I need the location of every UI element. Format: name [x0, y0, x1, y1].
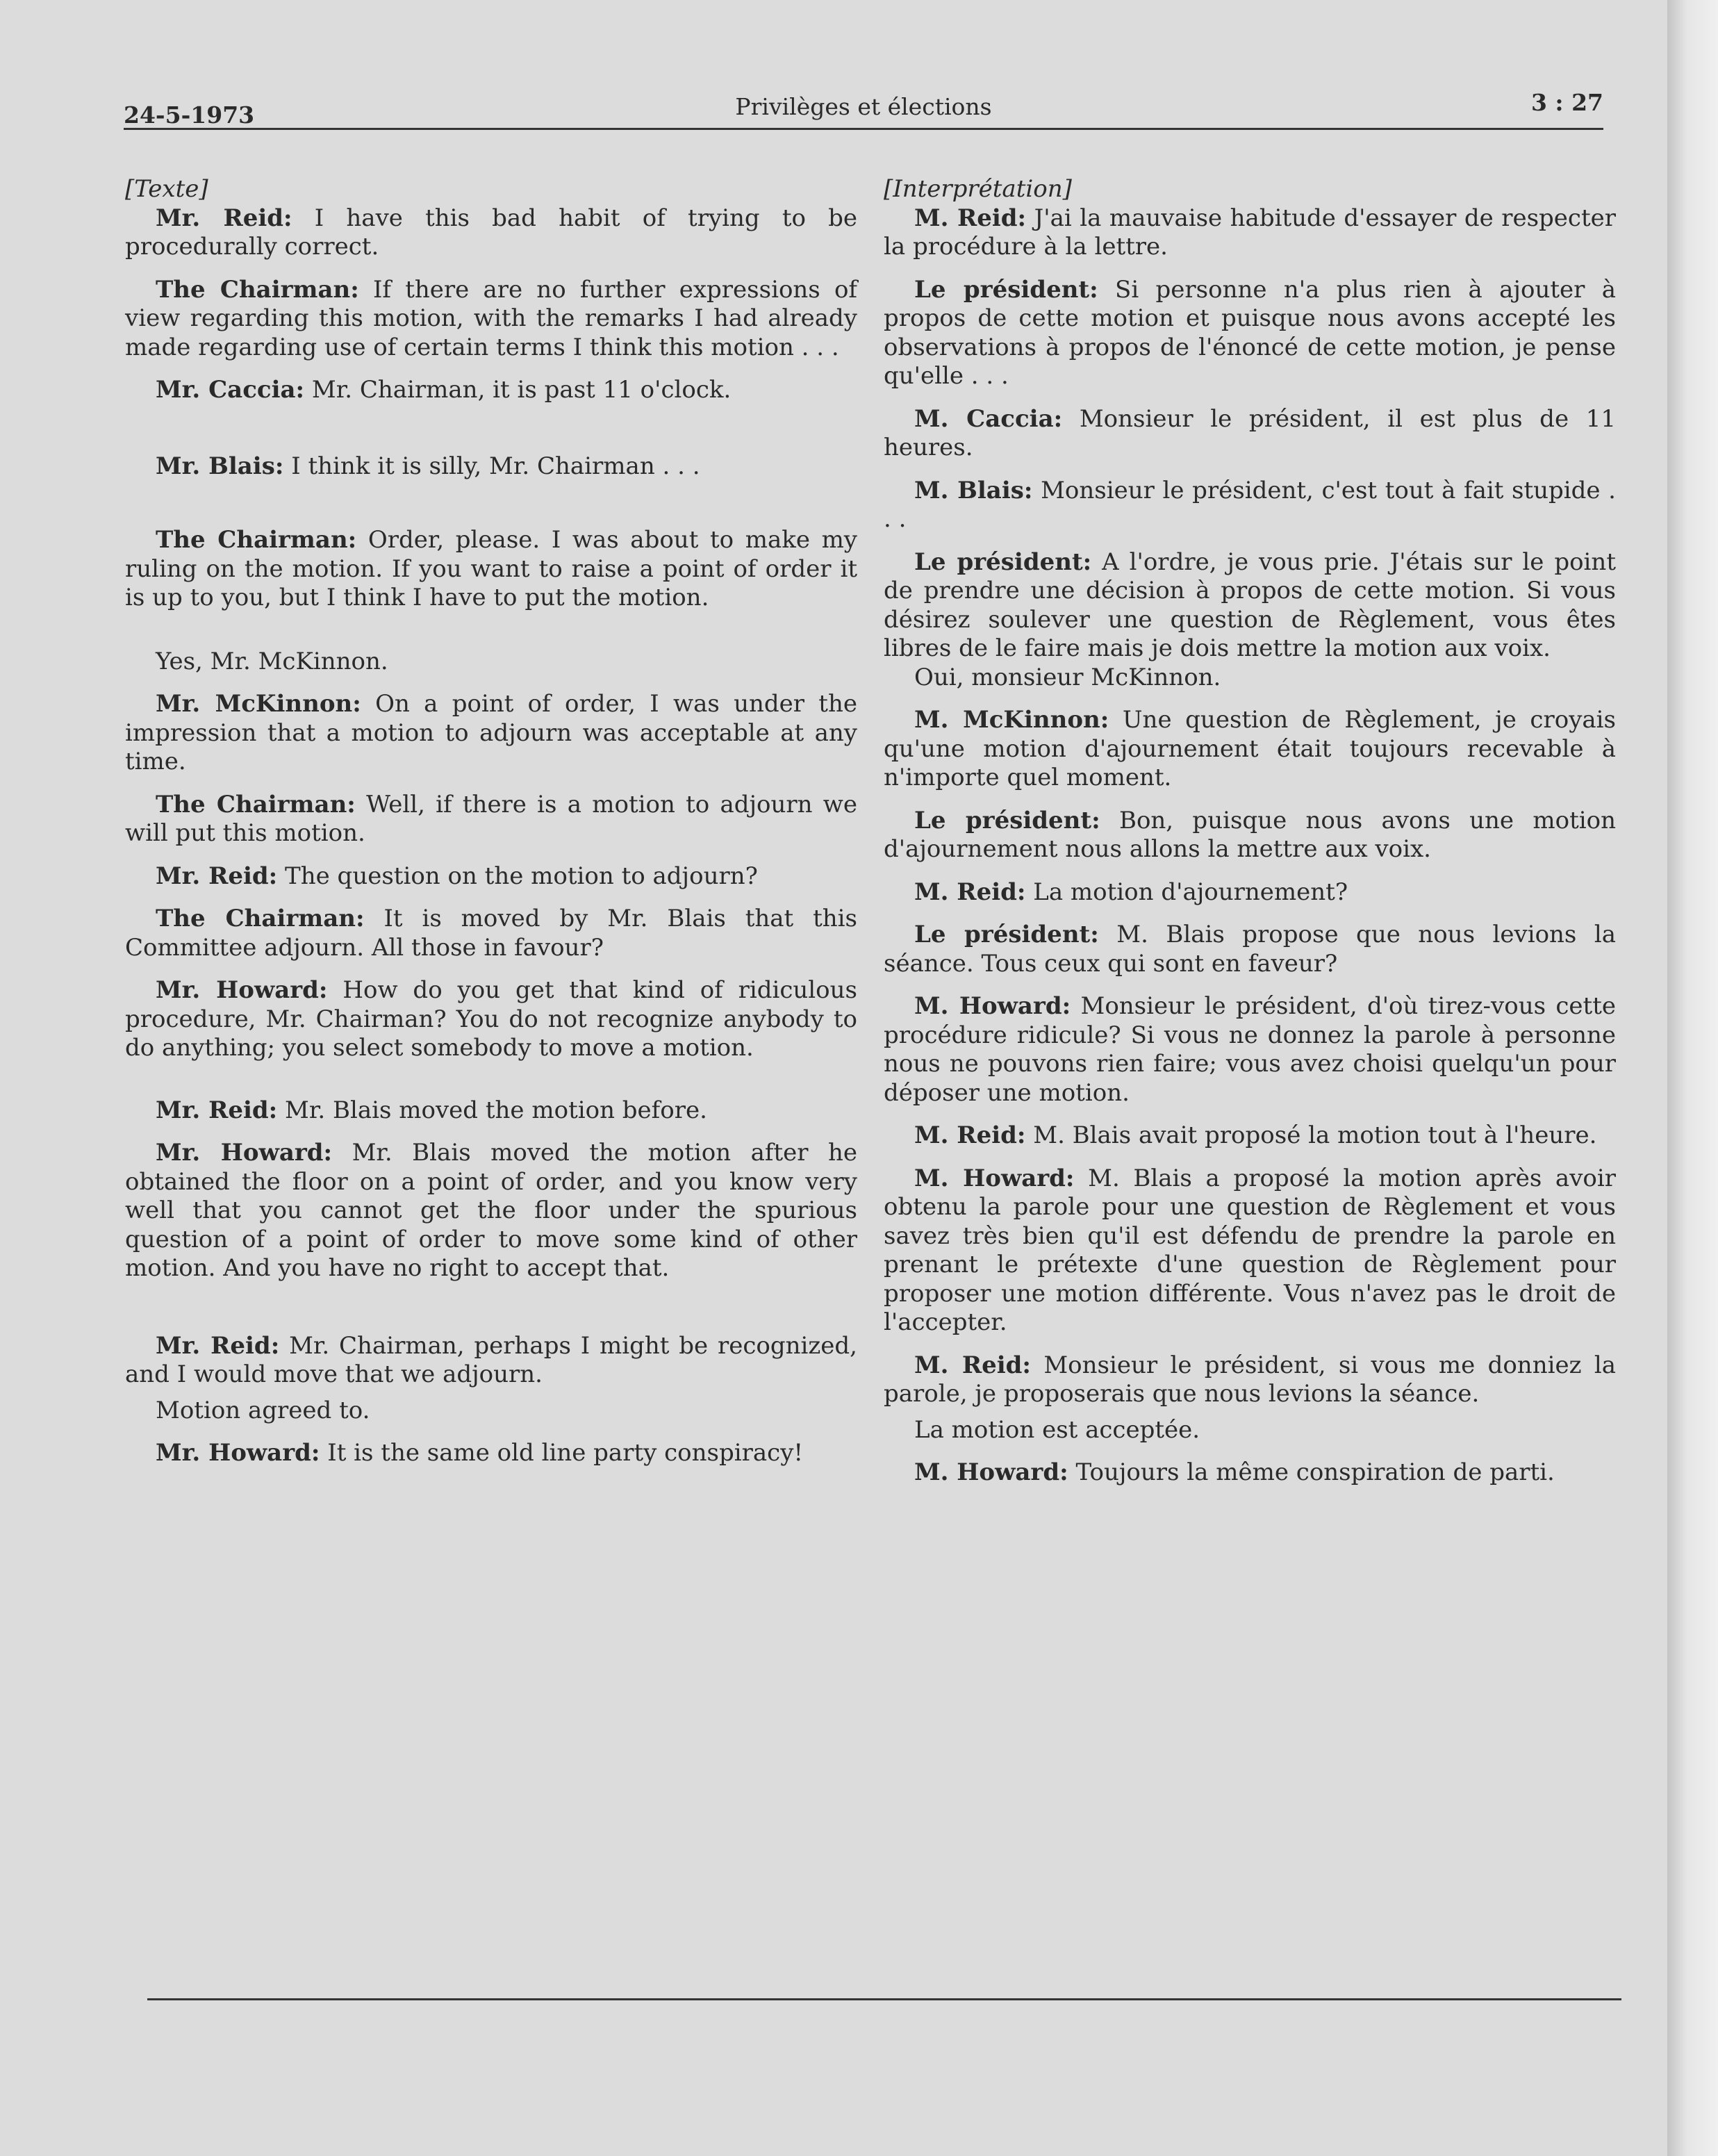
speech-text: It is the same old line party conspiracy!: [327, 1439, 804, 1467]
speech-text: Monsieur le président, il est plus de 11 heures.: [884, 404, 1616, 461]
speaker-name: M. McKinnon:: [914, 706, 1109, 734]
speaker-name: The Chairman:: [156, 905, 365, 932]
speaker-name: Mr. Reid:: [156, 204, 292, 232]
speaker-name: M. Caccia:: [914, 404, 1063, 433]
speech-text: Si personne n'a plus rien à ajouter à propos de cette motion et puisque nous avons accepté les observations à propos de l'énoncé de cette motion, je pense qu'elle . . .: [884, 275, 1616, 390]
entry: [884, 921, 1616, 978]
speech-text: Mr. Chairman, it is past 11 o'clock.: [311, 376, 732, 404]
language-marker: [Interprétation]: [884, 175, 1072, 203]
speaker-name: Mr. Caccia:: [156, 376, 305, 404]
speaker-name: M. Howard:: [914, 1458, 1068, 1486]
speaker-name: The Chairman:: [156, 526, 357, 554]
speaker-name: M. Reid:: [914, 1351, 1031, 1379]
entry: [125, 1332, 857, 1390]
entry: [125, 862, 857, 891]
speaker-name: Mr. Reid:: [156, 862, 278, 890]
entry: [125, 376, 857, 405]
speech-text: Monsieur le président, si vous me donniez la parole, je proposerais que nous levions la séance.: [884, 1351, 1616, 1408]
speaker-name: Mr. Reid:: [156, 1096, 278, 1124]
entry: [125, 1397, 857, 1426]
page-number: 3 : 27: [1530, 89, 1603, 116]
speech-text: Une question de Règlement, je croyais qu'une motion d'ajournement était toujours recevable à n'importe quel moment.: [884, 706, 1616, 791]
speaker-name: Le président:: [914, 806, 1100, 834]
speech-text: Order, please. I was about to make my ruling on the motion. If you want to raise a point of order it is up to you, but I think I have to put the motion.: [125, 526, 858, 611]
speaker-name: Le président:: [914, 548, 1092, 576]
entry: [884, 1458, 1616, 1488]
entry: [884, 1165, 1616, 1338]
entry: [884, 706, 1616, 793]
entry: [884, 664, 1616, 693]
speech-text: Toujours la même conspiration de parti.: [1075, 1458, 1555, 1486]
speech-text: Mr. Blais moved the motion after he obtained the floor on a point of order, and you know very well that you cannot get the floor under the spurious question of a point of order to move some kind of other motion. And you have no right to accept that.: [125, 1139, 857, 1282]
speaker-name: M. Howard:: [914, 992, 1071, 1020]
speech-text: Monsieur le président, d'où tirez-vous cette procédure ridicule? Si vous ne donnez la parole à personne nous ne pouvons rien faire; vous avez choisi quelqu'un pour déposer une motion.: [884, 992, 1617, 1107]
speech-text: The question on the motion to adjourn?: [285, 862, 758, 890]
speaker-name: The Chairman:: [156, 790, 356, 818]
entry: [884, 878, 1616, 907]
speech-text: Yes, Mr. McKinnon.: [156, 647, 388, 675]
entry: [884, 1416, 1616, 1445]
entry: [125, 648, 857, 677]
footer-rule: [147, 1998, 1621, 2000]
entry: [125, 452, 857, 482]
entry: [125, 204, 857, 262]
speaker-name: Mr. McKinnon:: [156, 690, 361, 718]
entry: [125, 976, 857, 1063]
speech-text: Bon, puisque nous avons une motion d'ajournement nous allons la mettre aux voix.: [884, 806, 1616, 863]
speaker-name: The Chairman:: [156, 275, 359, 304]
entry: [884, 1121, 1616, 1151]
speech-text: Mr. Chairman, perhaps I might be recognized, and I would move that we adjourn.: [125, 1331, 857, 1388]
speech-text: Monsieur le président, c'est tout à fait stupide . . .: [884, 476, 1616, 533]
speaker-name: Le président:: [914, 275, 1098, 304]
speech-text: Oui, monsieur McKinnon.: [914, 663, 1221, 691]
speech-text: Mr. Blais moved the motion before.: [285, 1096, 707, 1124]
speech-text: J'ai la mauvaise habitude d'essayer de respecter la procédure à la lettre.: [884, 204, 1617, 261]
page-edge: [1667, 0, 1718, 2156]
english-column: [125, 175, 857, 1468]
speech-text: I have this bad habit of trying to be procedurally correct.: [125, 204, 858, 261]
page-header: [124, 89, 1603, 133]
entry: [125, 1139, 857, 1283]
speaker-name: M. Reid:: [914, 204, 1027, 232]
entry: [884, 204, 1616, 262]
speech-text: On a point of order, I was under the impression that a motion to adjourn was acceptable at any time.: [125, 690, 857, 775]
speech-text: La motion d'ajournement?: [1033, 878, 1348, 906]
speaker-name: Mr. Howard:: [156, 1139, 333, 1167]
speaker-name: M. Blais:: [914, 476, 1033, 504]
header-rule: [124, 128, 1603, 130]
entry: [125, 791, 857, 848]
speaker-name: Mr. Blais:: [156, 452, 284, 480]
speech-text: Motion agreed to.: [156, 1396, 370, 1424]
speaker-name: Mr. Howard:: [156, 1439, 320, 1467]
entry: [125, 1096, 857, 1126]
entry: [884, 992, 1616, 1108]
speech-text: M. Blais a proposé la motion après avoir obtenu la parole pour une question de Règlement et vous savez très bien qu'il est défendu de prendre la parole en prenant le prétexte d'une question de Règlement pour proposer une motion différente. Vous n'avez pas le droit de l'accepter.: [884, 1164, 1617, 1336]
speech-text: M. Blais propose que nous levions la séance. Tous ceux qui sont en faveur?: [884, 921, 1616, 978]
entry: [125, 690, 857, 777]
speech-text: La motion est acceptée.: [914, 1415, 1200, 1444]
entry: [884, 405, 1616, 463]
header-date: 24-5-1973: [124, 101, 255, 129]
language-marker: [Texte]: [125, 175, 208, 203]
speaker-name: M. Howard:: [914, 1164, 1075, 1192]
speech-text: Well, if there is a motion to adjourn we will put this motion.: [125, 790, 858, 847]
entry: [884, 548, 1616, 664]
entry: [884, 477, 1616, 534]
speech-text: I think it is silly, Mr. Chairman . . .: [291, 452, 700, 480]
entry: [125, 276, 857, 363]
speech-text: It is moved by Mr. Blais that this Committee adjourn. All those in favour?: [125, 905, 857, 962]
entry: [884, 276, 1616, 391]
speaker-name: Le président:: [914, 921, 1099, 948]
speech-text: If there are no further expressions of view regarding this motion, with the remarks I had already made regarding use of certain terms I think this motion . . .: [125, 275, 858, 361]
entry: [884, 807, 1616, 864]
speaker-name: M. Reid:: [914, 878, 1026, 906]
entry: [125, 905, 857, 962]
entry: [125, 1439, 857, 1468]
speech-text: How do you get that kind of ridiculous procedure, Mr. Chairman? You do not recognize anybody to do anything; you select somebody to move a motion.: [125, 976, 857, 1062]
entry: [125, 526, 857, 613]
speech-text: M. Blais avait proposé la motion tout à l'heure.: [1033, 1121, 1597, 1149]
speaker-name: M. Reid:: [914, 1121, 1026, 1149]
french-column: [884, 175, 1616, 1488]
entry: [884, 1351, 1616, 1409]
speaker-name: Mr. Reid:: [156, 1331, 280, 1360]
speech-text: A l'ordre, je vous prie. J'étais sur le point de prendre une décision à propos de cette motion. Si vous désirez soulever une question de Règlement, vous êtes libres de le faire mais je dois mettre la motion aux voix.: [884, 548, 1616, 662]
speaker-name: Mr. Howard:: [156, 976, 328, 1004]
header-title: Privilèges et élections: [735, 93, 992, 120]
